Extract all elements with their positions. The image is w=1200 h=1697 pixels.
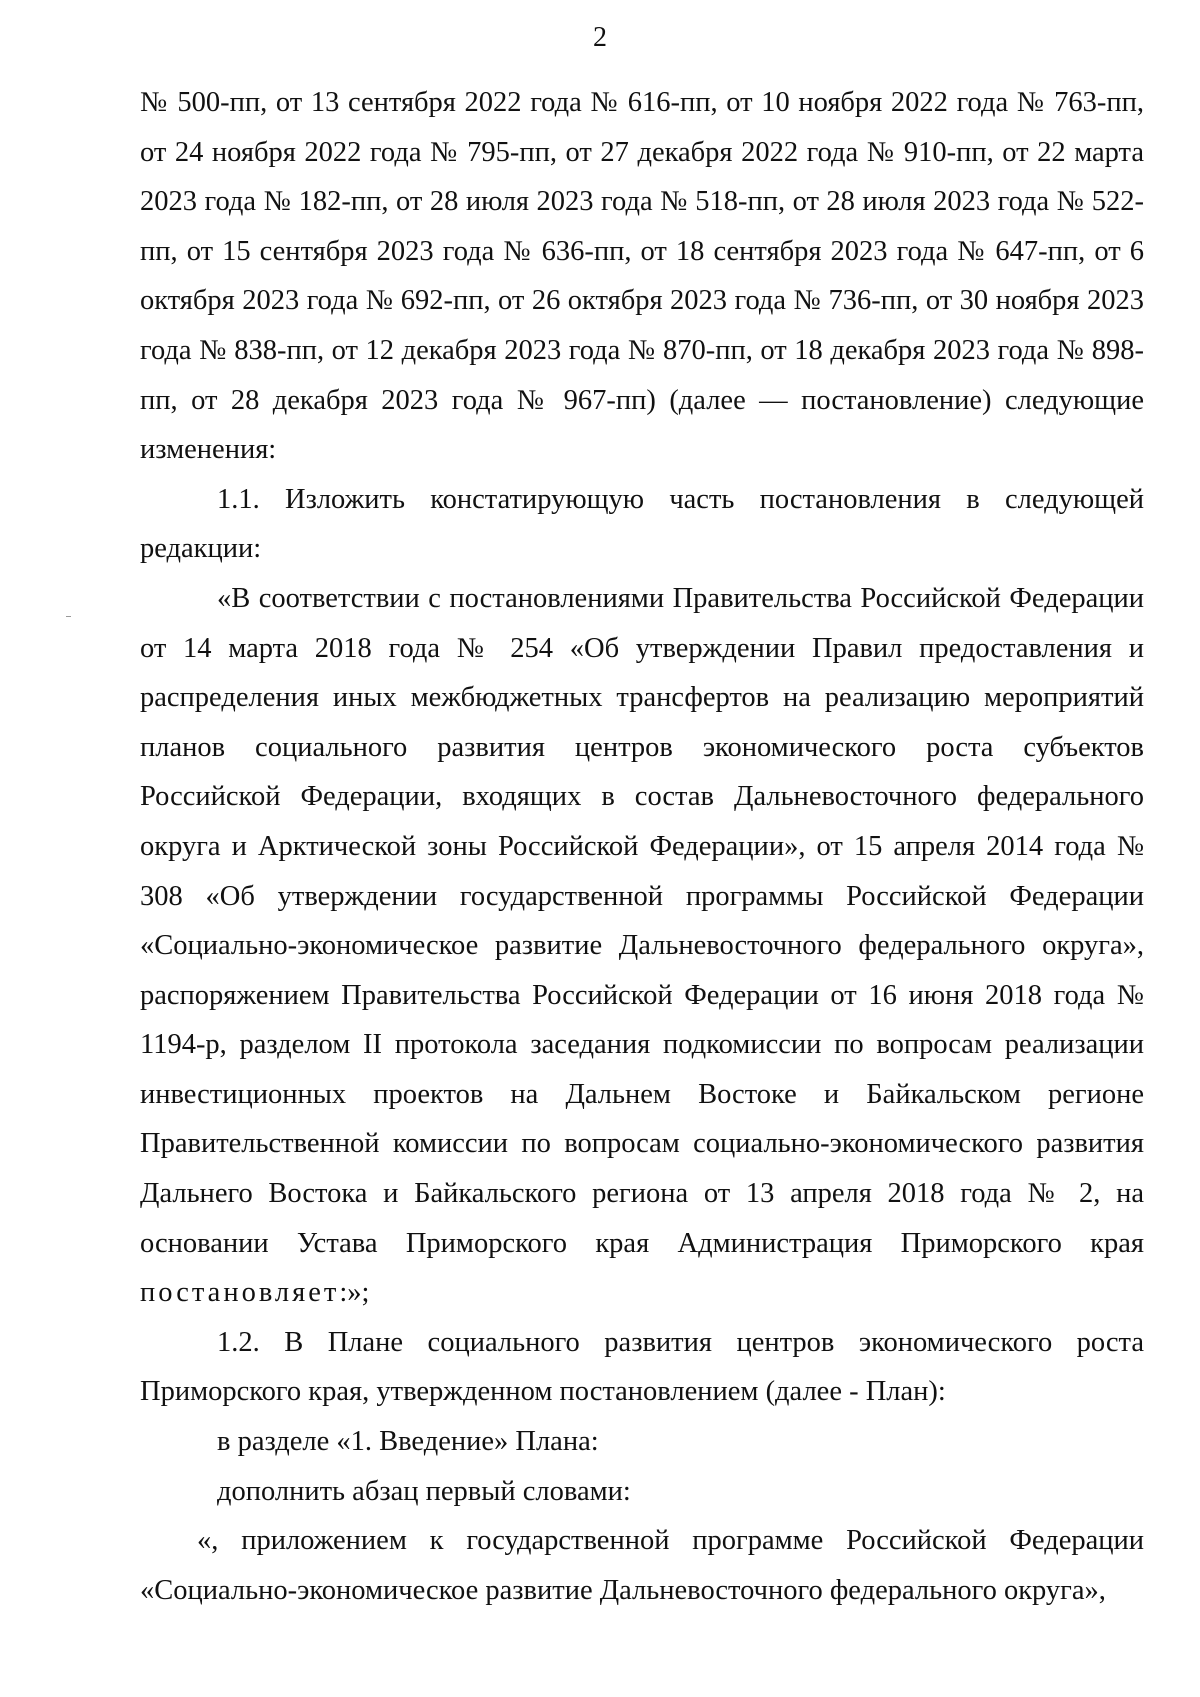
text-line: Байкальского региона от 13 апреля 2018 года № 2, на основании Устава <box>140 1178 1144 1259</box>
quoted-preamble-paragraph <box>140 574 1144 1318</box>
text-line: № 500-пп, от 13 сентября 2022 года № 616-пп, от 10 ноября 2022 года <box>140 87 1009 118</box>
text-line: Дальневосточного федерального округа и Арктической зоны Российской <box>140 781 1144 862</box>
resolution-word: постановляет <box>140 1277 340 1309</box>
page-number: 2 <box>593 22 607 53</box>
text-line: дополнить абзац первый словами: <box>217 1475 631 1507</box>
text-line: Федерации», от 15 апреля 2014 года № 308 «Об утверждении государственной <box>140 830 1145 912</box>
text-line: Федерации от 14 марта 2018 года № 254 «Об утверждении Правил <box>140 582 1145 664</box>
addition-text-paragraph <box>140 1516 1144 1615</box>
text-line: предоставления и распределения иных межбюджетных трансфертов на <box>140 632 1144 714</box>
text-line: № 910-пп, от 22 марта 2023 года № 182-пп, от 28 июля 2023 года № 518-пп, от <box>140 136 1145 218</box>
text-line: «, приложением к государственной программе Российской Федерации <box>197 1525 1144 1557</box>
text-line: редакции: <box>140 533 262 565</box>
text-line: заседания подкомиссии по вопросам реализации инвестиционных проектов на <box>140 1029 1145 1110</box>
text-line: «В соответствии с постановлениями Правительства Российской <box>217 582 1001 614</box>
section-reference-paragraph <box>140 1417 1144 1467</box>
text-line: Дальнем Востоке и Байкальском регионе Правительственной комиссии по <box>140 1078 1145 1160</box>
text-line: 28 июля 2023 года № 522-пп, от 15 сентября 2023 года № 636-пп, от 18 сентября <box>140 186 1144 267</box>
text-line: Приморского края Администрация Приморского края <box>405 1227 1144 1259</box>
text-line: Российской Федерации от 16 июня 2018 года № 1194-р, разделом II протокола <box>140 979 1144 1061</box>
text-line: 2023 года № 647-пп, от 6 октября 2023 года № 692-пп, от 26 октября 2023 года <box>140 235 1145 317</box>
text-line: в разделе «1. Введение» Плана: <box>217 1426 599 1458</box>
text-line: реализацию мероприятий планов социального развития центров <box>140 682 1144 763</box>
amendments-list-paragraph <box>140 78 1144 475</box>
text-line: № 763-пп, от 24 ноября 2022 года № 795-пп, от 27 декабря 2022 года <box>140 87 1144 168</box>
item-1-1-paragraph <box>140 475 1144 574</box>
text-line: постановление) следующие изменения: <box>140 384 1144 466</box>
text-line: 1.1. Изложить констатирующую часть постановления в следующей <box>217 483 1144 515</box>
text-line: № 736-пп, от 30 ноября 2023 года № 838-пп, от 12 декабря 2023 года № 870-пп, <box>140 285 1145 366</box>
instruction-paragraph <box>140 1467 1144 1517</box>
text-line: программы Российской Федерации «Социально-экономическое развитие <box>140 880 1144 962</box>
text-line: Приморского края, утвержденном постановлением (далее - План): <box>140 1376 946 1408</box>
text-line: вопросам социально-экономического развития Дальнего Востока и <box>140 1128 1144 1210</box>
text-line: :»; <box>339 1277 370 1309</box>
text-line: Дальневосточного федерального округа», распоряжением Правительства <box>140 930 1145 1011</box>
text-line: «Социально-экономическое развитие Дальневосточного федерального округа», <box>140 1574 1106 1606</box>
text-line: от 18 декабря 2023 года № 898-пп, от 28 декабря 2023 года № 967-пп) (далее — <box>140 334 1144 416</box>
document-body <box>140 78 1144 1615</box>
text-line: экономического роста субъектов Российской Федерации, входящих в состав <box>140 731 1144 813</box>
item-1-2-paragraph <box>140 1318 1144 1417</box>
text-line: 1.2. В Плане социального развития центров экономического роста <box>217 1326 1144 1358</box>
margin-mark <box>66 616 71 617</box>
